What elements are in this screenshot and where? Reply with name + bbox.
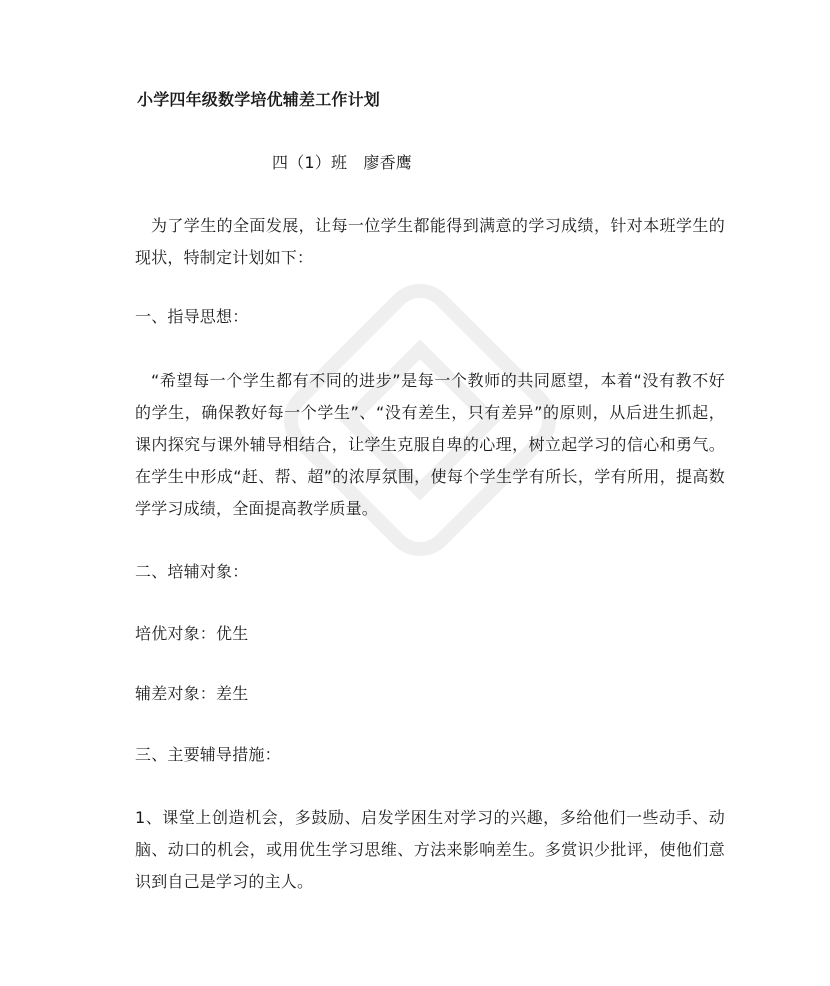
guiding-heading: 一、指导思想： bbox=[135, 307, 249, 326]
document-title: 小学四年级数学培优辅差工作计划 bbox=[137, 90, 381, 109]
measure-1-paragraph: 1、课堂上创造机会，多鼓励、启发学困生对学习的兴趣，多给他们一些动手、动脑、动口的机会，或用优生学习思维、方法来影响差生。多赏识少批评，使他们意识到自己是学习的主人。 bbox=[135, 808, 725, 891]
document-byline: 四（1）班 廖香鹰 bbox=[272, 153, 412, 172]
target-top-students: 培优对象：优生 bbox=[135, 624, 249, 643]
target-weak-students: 辅差对象：差生 bbox=[135, 684, 249, 703]
guiding-paragraph: “希望每一个学生都有不同的进步”是每一个教师的共同愿望，本着“没有教不好的学生，确保教好每一个学生”、“没有差生，只有差异”的原则，从后进生抓起，课内探究与课外辅导相结合，让学生克服自卑的心理，树立起学习的信心和勇气。在学生中形成“赶、帮、超”的浓厚氛围，使每个学生学有所长，学有所用，提高数学学习成绩，全面提高教学质量。 bbox=[135, 371, 725, 518]
intro-paragraph: 为了学生的全面发展，让每一位学生都能得到满意的学习成绩，针对本班学生的现状，特制定计划如下： bbox=[135, 216, 725, 267]
measures-heading: 三、主要辅导措施： bbox=[135, 745, 281, 764]
targets-heading: 二、培辅对象： bbox=[135, 562, 249, 581]
